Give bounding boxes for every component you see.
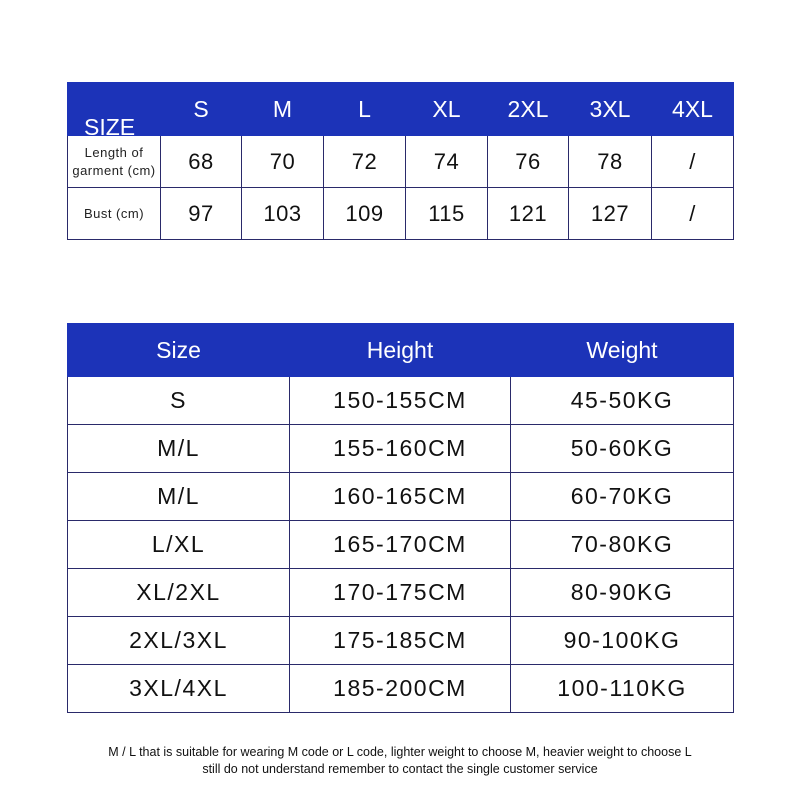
fit-size-cell: M/L	[68, 473, 290, 521]
garment-size-table	[67, 82, 734, 240]
fit-size-cell: M/L	[68, 425, 290, 473]
fit-size-cell: S	[68, 377, 290, 425]
fit-weight-cell: 45-50KG	[511, 377, 734, 425]
fit-height-cell: 185-200CM	[290, 665, 511, 713]
fit-col-header-weight: Weight	[511, 324, 734, 377]
table-row	[68, 377, 734, 425]
fit-height-cell: 150-155CM	[290, 377, 511, 425]
size-col-header: M	[242, 83, 324, 136]
table-row	[68, 521, 734, 569]
table-row	[68, 136, 734, 188]
fit-height-cell: 175-185CM	[290, 617, 511, 665]
size-note-line-2: still do not understand remember to contact the single customer service	[202, 762, 598, 776]
table-cell: 68	[161, 136, 242, 188]
table-row	[68, 569, 734, 617]
table-cell: 76	[488, 136, 569, 188]
fit-size-cell: XL/2XL	[68, 569, 290, 617]
fit-weight-cell: 50-60KG	[511, 425, 734, 473]
fit-header-row	[68, 324, 734, 377]
fit-weight-cell: 100-110KG	[511, 665, 734, 713]
fit-weight-cell: 90-100KG	[511, 617, 734, 665]
fit-size-cell: L/XL	[68, 521, 290, 569]
fit-height-cell: 165-170CM	[290, 521, 511, 569]
fit-col-header-height: Height	[290, 324, 511, 377]
fit-height-cell: 155-160CM	[290, 425, 511, 473]
table-cell: 72	[324, 136, 406, 188]
table-cell: 115	[406, 188, 488, 240]
size-col-header: S	[161, 83, 242, 136]
table-cell: /	[652, 136, 734, 188]
body-fit-table	[67, 323, 734, 713]
fit-weight-cell: 60-70KG	[511, 473, 734, 521]
size-col-header: 3XL	[569, 83, 652, 136]
fit-weight-cell: 80-90KG	[511, 569, 734, 617]
fit-size-cell: 3XL/4XL	[68, 665, 290, 713]
table-cell: 127	[569, 188, 652, 240]
size-col-header: XL	[406, 83, 488, 136]
table-cell: 78	[569, 136, 652, 188]
size-col-header: 2XL	[488, 83, 569, 136]
fit-height-cell: 170-175CM	[290, 569, 511, 617]
size-note-line-1: M / L that is suitable for wearing M code or L code, lighter weight to choose M, heavier weight to choose L	[108, 745, 692, 759]
fit-size-cell: 2XL/3XL	[68, 617, 290, 665]
table-row	[68, 665, 734, 713]
table-row	[68, 188, 734, 240]
fit-height-cell: 160-165CM	[290, 473, 511, 521]
table-cell: /	[652, 188, 734, 240]
table-row	[68, 425, 734, 473]
table-cell: 121	[488, 188, 569, 240]
garment-size-header-row	[68, 83, 734, 136]
row-label-length: Length of garment (cm)	[68, 136, 161, 188]
size-col-header: L	[324, 83, 406, 136]
table-row	[68, 617, 734, 665]
fit-col-header-size: Size	[68, 324, 290, 377]
table-row	[68, 473, 734, 521]
table-cell: 97	[161, 188, 242, 240]
table-cell: 103	[242, 188, 324, 240]
fit-table-body	[68, 377, 734, 713]
fit-weight-cell: 70-80KG	[511, 521, 734, 569]
size-col-header: 4XL	[652, 83, 734, 136]
size-header-label: SIZE	[68, 83, 161, 136]
table-cell: 70	[242, 136, 324, 188]
table-cell: 109	[324, 188, 406, 240]
row-label-bust: Bust (cm)	[68, 188, 161, 240]
table-cell: 74	[406, 136, 488, 188]
